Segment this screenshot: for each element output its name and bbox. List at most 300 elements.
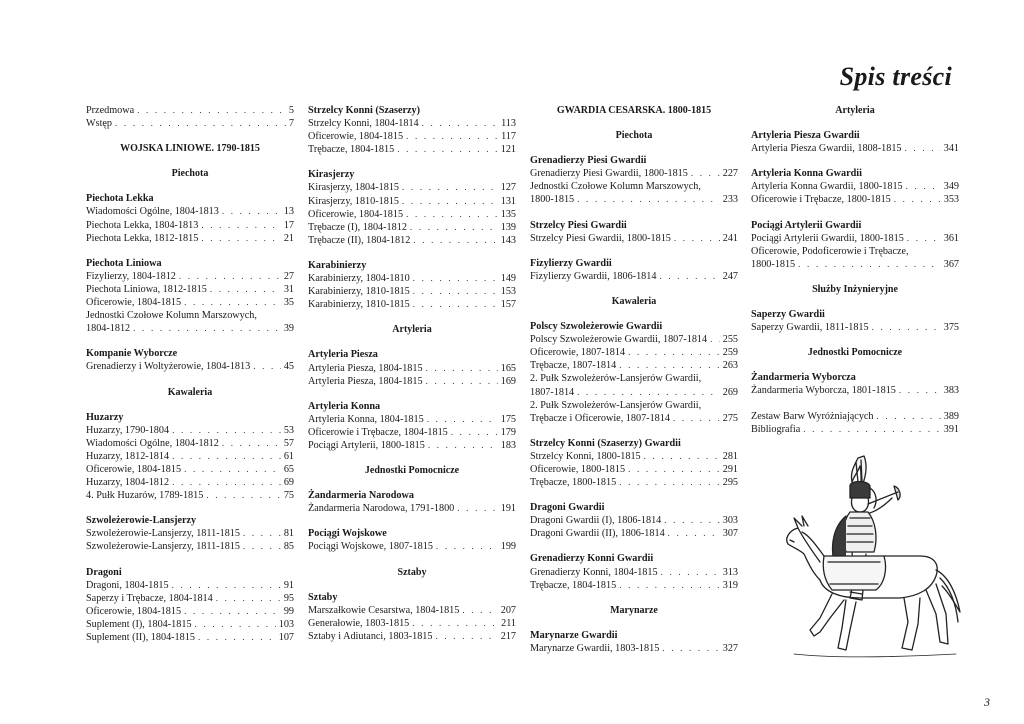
dot-leader [137,104,286,117]
subsection-heading: Strzelcy Konni (Szaserzy) Gwardii [530,437,681,449]
toc-entry-label: Oficerowie, 1804-1815 [86,463,182,475]
section-header: Kawaleria [167,386,213,398]
toc-entry-label: Artyleria Konna Gwardii, 1800-1815 [751,181,903,193]
toc-entry [530,476,738,489]
toc-entry-page: 143 [500,234,516,246]
toc-block [530,552,738,591]
toc-entry-label: Trębacze (I), 1804-1812 [308,221,407,233]
toc-entry-label-line: Oficerowie, Podoficerowie i Trębacze, [751,245,909,257]
toc-entry [86,205,294,218]
toc-entry-label-line: 2. Pułk Szwoleżerów-Lansjerów Gwardii, [530,373,702,385]
toc-entry [86,219,294,232]
toc-entry-page: 165 [500,362,516,374]
dot-leader [798,258,941,271]
subsection-heading: Dragoni [86,566,122,578]
toc-block [86,566,294,645]
toc-column-3 [530,104,738,655]
toc-entry [308,630,516,643]
toc-entry-page: 157 [500,299,516,311]
toc-entry [530,193,738,206]
toc-entry [751,142,959,155]
subsection-heading: Huzarzy [86,411,124,423]
section-header: WOJSKA LINIOWE. 1790-1815 [120,143,260,155]
toc-entry-page: 17 [283,219,294,231]
subsection-heading: Szwoleżerowie-Lansjerzy [86,515,197,527]
toc-entry-page: 113 [501,118,516,130]
section-header: Sztaby [397,566,427,578]
toc-block [530,629,738,655]
toc-entry [86,489,294,502]
toc-entry-page: 295 [722,477,738,489]
toc-column-4 [751,104,959,436]
toc-entry [530,642,738,655]
dot-leader [412,617,498,630]
section-header: Marynarze [610,604,658,616]
dot-leader [172,450,281,463]
toc-entry [751,410,959,423]
dot-leader [906,180,941,193]
toc-entry-label: Kirasjerzy, 1804-1815 [308,182,400,194]
section-header: Kawaleria [611,295,657,307]
toc-entry [308,208,516,221]
toc-entry [86,117,294,130]
toc-block [308,464,516,477]
toc-entry [308,234,516,247]
dot-leader [422,117,498,130]
toc-block [751,308,959,334]
toc-entry-page: 281 [722,450,738,462]
toc-entry-page: 217 [500,630,516,642]
toc-entry-page: 179 [500,426,516,438]
toc-entry-page: 191 [500,503,516,515]
toc-entry [86,605,294,618]
toc-entry-label: Wiadomości Ogólne, 1804-1813 [86,206,219,218]
toc-entry [530,412,738,425]
subsection-heading: Strzelcy Piesi Gwardii [530,219,627,231]
subsection-heading: Kirasjerzy [308,169,355,181]
dot-leader [894,193,941,206]
toc-entry-label: Piechota Lekka, 1804-1813 [86,219,199,231]
toc-entry [308,272,516,285]
toc-entry [751,258,959,271]
toc-entry [530,463,738,476]
toc-entry-label: Oficerowie i Trębacze, 1804-1815 [308,426,448,438]
toc-entry-label: Przedmowa [86,105,135,116]
dot-leader [673,412,720,425]
toc-entry-page: 327 [722,642,738,654]
toc-entry [308,502,516,515]
toc-entry-page: 27 [283,270,294,282]
subsection-heading: Artyleria Piesza Gwardii [751,130,860,142]
toc-block [308,566,516,579]
toc-entry [751,232,959,245]
toc-entry-page: 391 [943,423,959,435]
toc-entry-page: 139 [500,221,516,233]
toc-block [751,283,959,296]
subsection-heading: Piechota Lekka [86,193,154,205]
toc-entry-label-line: 2. Pułk Szwoleżerów-Lansjerów Gwardii, [530,399,702,411]
toc-entry [751,321,959,334]
toc-entry-label: Grenadierzy i Woltyżerowie, 1804-1813 [86,361,251,373]
toc-entry-label: Oficerowie, 1804-1815 [308,208,404,220]
toc-entry [308,117,516,130]
toc-entry [86,579,294,592]
toc-entry [308,604,516,617]
toc-entry-label: Dragoni Gwardii (I), 1806-1814 [530,515,662,527]
toc-entry-label: Oficerowie, 1804-1815 [308,131,404,143]
page-number: 3 [984,695,990,709]
toc-block [751,129,959,155]
toc-block [308,489,516,515]
dot-leader [803,423,940,436]
toc-entry-page: 31 [283,283,294,295]
toc-entry-page: 61 [283,450,294,462]
toc-entry-page: 303 [722,515,738,527]
dot-leader [426,375,498,388]
toc-entry-page: 53 [283,424,294,436]
toc-block [86,142,294,155]
toc-entry-page: 65 [283,463,294,475]
dot-leader [426,362,498,375]
toc-block [86,411,294,503]
toc-block [308,168,516,247]
subsection-heading: Saperzy Gwardii [751,309,825,321]
dot-leader [644,450,720,463]
toc-entry-page: 275 [722,412,738,424]
dot-leader [179,270,281,283]
toc-entry-page: 81 [283,528,294,540]
toc-block [308,259,516,311]
toc-entry-page: 85 [283,541,294,553]
section-header: Jednostki Pomocnicze [364,465,460,477]
toc-entry [530,527,738,540]
toc-entry [86,232,294,245]
toc-block [530,501,738,540]
toc-entry-label: Wiadomości Ogólne, 1804-1812 [86,437,219,449]
toc-entry-page: 153 [500,286,516,298]
toc-entry [530,346,738,359]
toc-entry-page: 131 [500,195,516,207]
toc-entry [86,437,294,450]
toc-entry-label: Artyleria Piesza, 1804-1815 [308,375,423,387]
toc-block [530,219,738,245]
toc-entry-label: Marynarze Gwardii, 1803-1815 [530,642,660,654]
toc-entry [751,423,959,436]
toc-entry [86,476,294,489]
toc-entry-page: 69 [283,477,294,489]
subsection-heading: Artyleria Konna [308,400,381,412]
toc-entry-page: 207 [500,604,516,616]
dot-leader [436,540,498,553]
toc-entry-label: 1807-1814 [530,386,575,398]
toc-block [308,400,516,452]
dot-leader [457,502,497,515]
toc-entry-label: Grenadierzy Piesi Gwardii, 1800-1815 [530,168,688,180]
toc-entry [308,298,516,311]
subsection-heading: Żandarmeria Narodowa [308,490,414,502]
toc-entry-label: Oficerowie, 1807-1814 [530,347,626,359]
toc-entry-label: Strzelcy Konni, 1804-1814 [308,118,419,130]
toc-block [751,371,959,397]
toc-entry [530,270,738,283]
dot-leader [661,566,720,579]
dot-leader [436,630,498,643]
toc-entry-label: 1800-1815 [751,258,796,270]
toc-block [530,104,738,117]
toc-entry-label-line: Jednostki Czołowe Kolumn Marszowych, [86,310,257,322]
toc-block [530,295,738,308]
toc-entry-page: 375 [943,322,959,334]
toc-entry-page: 269 [722,386,738,398]
toc-entry [86,592,294,605]
toc-entry [308,195,516,208]
dot-leader [201,219,280,232]
dot-leader [115,117,286,130]
toc-block [751,219,959,271]
toc-entry-page: 361 [943,232,959,244]
toc-entry-label: Artyleria Piesza, 1804-1815 [308,362,423,374]
toc-entry-page: 307 [722,528,738,540]
toc-entry-label: Trębacze, 1804-1815 [530,579,617,591]
toc-entry-label: Wstęp [86,118,113,130]
toc-entry-label: Oficerowie, 1804-1815 [86,605,182,617]
toc-entry-label-line: Jednostki Czołowe Kolumn Marszowych, [530,181,701,193]
subsection-heading: Fizylierzy Gwardii [530,257,612,269]
toc-entry [86,463,294,476]
toc-entry [86,527,294,540]
dot-leader [413,285,498,298]
toc-entry [308,181,516,194]
toc-block [308,348,516,387]
toc-block [530,320,738,425]
toc-entry-page: 149 [500,273,516,285]
toc-entry-page: 35 [283,297,294,309]
subsection-heading: Grenadierzy Konni Gwardii [530,553,654,565]
toc-entry-page: 263 [722,360,738,372]
dot-leader [402,195,498,208]
toc-entry-page: 367 [943,258,959,270]
dot-leader [198,631,276,644]
toc-entry-label: Pociągi Wojskowe, 1807-1815 [308,541,433,553]
subsection-heading: Grenadierzy Piesi Gwardii [530,155,647,167]
toc-entry-label: Pociągi Artylerii Gwardii, 1800-1815 [751,232,904,244]
subsection-heading: Strzelcy Konni (Szaserzy) [308,105,421,116]
toc-entry-page: 313 [722,566,738,578]
toc-entry-page: 353 [943,194,959,206]
toc-block [86,514,294,553]
toc-entry [751,384,959,397]
toc-entry [308,439,516,452]
toc-entry-page: 233 [722,194,738,206]
dot-leader [619,476,720,489]
dot-leader [413,298,498,311]
toc-entry [530,386,738,399]
toc-entry-label: Zestaw Barw Wyróżniających [751,410,874,422]
toc-entry-label: Pociągi Artylerii, 1800-1815 [308,439,425,451]
toc-entry-label: Trębacze (II), 1804-1812 [308,234,411,246]
toc-block [530,257,738,283]
page-title: Spis treści [839,62,952,91]
section-header: Artyleria [835,105,875,116]
dot-leader [664,514,719,527]
toc-entry-label: Strzelcy Piesi Gwardii, 1800-1815 [530,232,671,244]
toc-entry [530,359,738,372]
toc-entry-label: Huzarzy, 1812-1814 [86,450,170,462]
toc-entry [308,540,516,553]
toc-entry-page: 199 [500,541,516,553]
toc-entry [530,232,738,245]
dot-leader [674,232,720,245]
toc-entry-page: 99 [283,605,294,617]
toc-entry-label: Oficerowie i Trębacze, 1800-1815 [751,194,891,206]
dot-leader [184,463,281,476]
subsection-heading: Marynarze Gwardii [530,629,618,641]
toc-entry-label: Huzarzy, 1790-1804 [86,424,170,436]
toc-entry-label: Szwoleżerowie-Lansjerzy, 1811-1815 [86,541,240,553]
toc-entry [86,322,294,335]
toc-entry [308,426,516,439]
dot-leader [877,410,941,423]
dot-leader [210,283,281,296]
dot-leader [628,463,720,476]
toc-entry-page: 121 [500,144,516,156]
toc-entry [530,579,738,592]
toc-entry-page: 247 [722,270,738,282]
toc-entry [86,270,294,283]
toc-entry-label: Piechota Lekka, 1812-1815 [86,232,199,244]
dot-leader [668,527,720,540]
subsection-heading: Dragoni Gwardii [530,502,605,514]
toc-block [751,346,959,359]
subsection-heading: Artyleria Konna Gwardii [751,168,862,180]
toc-entry-page: 211 [501,617,516,629]
toc-block [751,104,959,117]
dot-leader [133,322,281,335]
section-header: Służby Inżynieryjne [812,283,898,295]
toc-entry [86,450,294,463]
dot-leader [222,205,281,218]
section-header: Piechota [171,168,209,180]
toc-entry-label: Trębacze, 1804-1815 [308,144,395,156]
toc-entry [308,143,516,156]
toc-entry [86,424,294,437]
toc-entry-page: 39 [283,323,294,335]
toc-entry-label: Sztaby i Adiutanci, 1803-1815 [308,630,433,642]
subsection-heading: Żandarmeria Wyborcza [751,372,856,384]
subsection-heading: Kompanie Wyborcze [86,348,178,360]
dot-leader [428,439,498,452]
dot-leader [402,181,498,194]
toc-block [751,167,959,206]
toc-entry-page: 127 [500,182,516,194]
toc-entry-page: 183 [500,439,516,451]
toc-entry-page: 175 [500,413,516,425]
toc-entry-label: Szwoleżerowie-Lansjerzy, 1811-1815 [86,528,240,540]
section-header: Piechota [615,130,653,142]
toc-entry-label: Huzarzy, 1804-1812 [86,477,170,489]
toc-column-2 [308,104,516,643]
toc-block [530,437,738,489]
toc-entry-page: 389 [943,410,959,422]
toc-block [86,167,294,180]
toc-entry-label: Dragoni, 1804-1815 [86,579,169,591]
toc-entry-label: Karabinierzy, 1810-1815 [308,299,410,311]
subsection-heading: Pociągi Artylerii Gwardii [751,219,862,231]
toc-entry [308,617,516,630]
toc-block [751,410,959,436]
toc-entry [86,360,294,373]
toc-block [308,591,516,643]
toc-entry-page: 57 [283,437,294,449]
dot-leader [619,359,720,372]
dot-leader [691,167,720,180]
toc-entry [86,296,294,309]
toc-entry-label: Dragoni Gwardii (II), 1806-1814 [530,528,665,540]
toc-entry-label: Saperzy Gwardii, 1811-1815 [751,322,869,334]
dot-leader [172,424,281,437]
toc-entry [308,130,516,143]
toc-entry-label: Oficerowie, 1804-1815 [86,297,182,309]
toc-entry-label: Karabinierzy, 1804-1810 [308,273,410,285]
dot-leader [216,592,281,605]
toc-entry-label: Grenadierzy Konni, 1804-1815 [530,566,658,578]
dot-leader [905,142,941,155]
toc-entry-label: Bibliografia [751,423,801,435]
dot-leader [253,360,281,373]
dot-leader [406,208,498,221]
toc-entry-label: Fizylierzy, 1804-1812 [86,270,176,282]
toc-entry-page: 227 [722,168,738,180]
dot-leader [427,413,498,426]
dot-leader [628,346,720,359]
toc-entry-page: 13 [283,206,294,218]
toc-entry-page: 319 [722,579,738,591]
dot-leader [172,476,281,489]
toc-entry-page: 383 [943,385,959,397]
dot-leader [577,193,720,206]
subsection-heading: Polscy Szwoleżerowie Gwardii [530,321,663,333]
subsection-heading: Artyleria Piesza [308,349,378,361]
toc-block [308,104,516,156]
subsection-heading: Piechota Liniowa [86,257,162,269]
dot-leader [184,296,281,309]
dot-leader [872,321,941,334]
toc-entry-label: Trębacze, 1800-1815 [530,477,617,489]
toc-entry-page: 291 [722,463,738,475]
toc-entry [86,104,294,117]
toc-entry [751,193,959,206]
dot-leader [410,221,498,234]
subsection-heading: Pociągi Wojskowe [308,528,387,540]
dot-leader [184,605,281,618]
toc-entry-page: 91 [283,579,294,591]
dot-leader [577,386,720,399]
dot-leader [413,272,498,285]
toc-entry-label: Strzelcy Konni, 1800-1815 [530,450,641,462]
toc-entry-page: 259 [722,347,738,359]
dot-leader [659,270,719,283]
section-header: Artyleria [392,324,432,336]
toc-entry-page: 241 [722,232,738,244]
toc-entry [530,514,738,527]
toc-entry-page: 349 [943,181,959,193]
dot-leader [619,579,720,592]
toc-entry-page: 7 [288,118,294,130]
toc-entry-label: Polscy Szwoleżerowie Gwardii, 1807-1814 [530,334,708,346]
toc-entry [308,375,516,388]
toc-entry-page: 103 [278,618,294,630]
toc-entry [308,221,516,234]
